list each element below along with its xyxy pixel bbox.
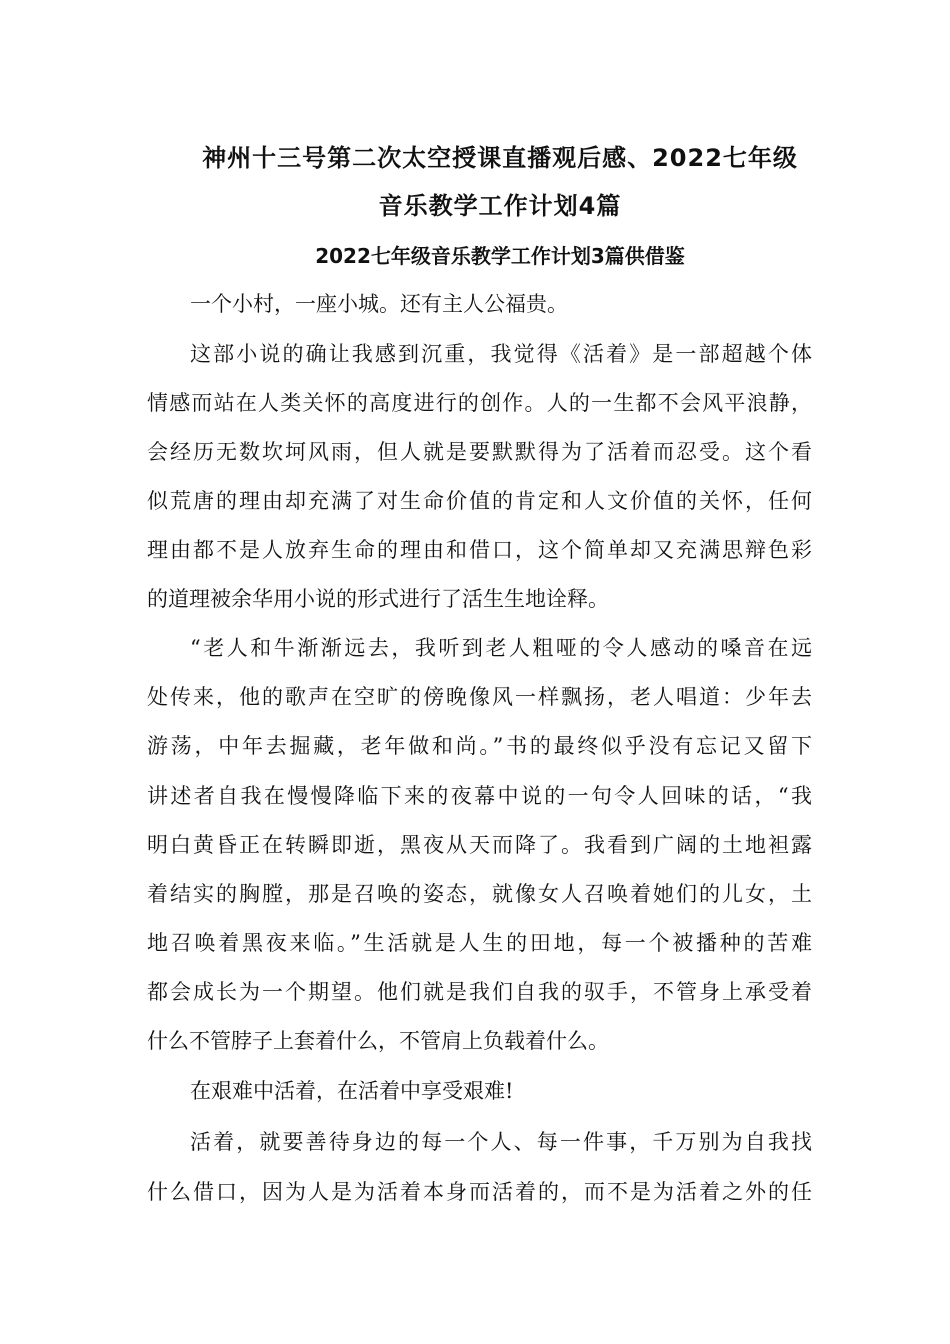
document-title-line-2: 音乐教学工作计划4篇 xyxy=(378,192,622,220)
paragraph-line: 什么借口，因为人是为活着本身而活着的，而不是为活着之外的任 xyxy=(147,1180,812,1204)
paragraph-line: 的道理被余华用小说的形式进行了活生生地诠释。 xyxy=(147,587,609,611)
paragraph-line: 都会成长为一个期望。他们就是我们自我的驭手，不管身上承受着 xyxy=(147,980,812,1004)
paragraph-line: 这部小说的确让我感到沉重，我觉得《活着》是一部超越个体 xyxy=(190,342,812,366)
paragraph-line: 似荒唐的理由却充满了对生命价值的肯定和人文价值的关怀，任何 xyxy=(147,489,812,513)
document-subtitle: 2022七年级音乐教学工作计划3篇供借鉴 xyxy=(315,244,685,268)
paragraph-line: 在艰难中活着，在活着中享受艰难! xyxy=(190,1079,514,1103)
paragraph-line: 地召唤着黑夜来临。”生活就是人生的田地，每一个被播种的苦难 xyxy=(147,931,812,955)
paragraph-line: 处传来，他的歌声在空旷的傍晚像风一样飘扬，老人唱道：少年去 xyxy=(147,685,812,709)
paragraph-line: 什么不管脖子上套着什么，不管肩上负载着什么。 xyxy=(147,1029,609,1053)
paragraph-line: 活着，就要善待身边的每一个人、每一件事，千万别为自我找 xyxy=(190,1130,812,1154)
paragraph-line: 情感而站在人类关怀的高度进行的创作。人的一生都不会风平浪静， xyxy=(147,391,812,415)
paragraph-line: 着结实的胸膛，那是召唤的姿态，就像女人召唤着她们的儿女，土 xyxy=(147,882,812,906)
paragraph-line: 会经历无数坎坷风雨，但人就是要默默得为了活着而忍受。这个看 xyxy=(147,440,812,464)
paragraph-line: “老人和牛渐渐远去，我听到老人粗哑的令人感动的嗓音在远 xyxy=(190,636,812,660)
paragraph-line: 理由都不是人放弃生命的理由和借口，这个简单却又充满思辩色彩 xyxy=(147,538,812,562)
paragraph-line: 讲述者自我在慢慢降临下来的夜幕中说的一句令人回味的话，“我 xyxy=(147,784,812,808)
paragraph-line: 明白黄昏正在转瞬即逝，黑夜从天而降了。我看到广阔的土地袒露 xyxy=(147,833,812,857)
document-title-line-1: 神州十三号第二次太空授课直播观后感、2022七年级 xyxy=(202,144,798,172)
paragraph-line: 游荡，中年去掘藏，老年做和尚。”书的最终似乎没有忘记又留下 xyxy=(147,734,812,758)
paragraph-line: 一个小村，一座小城。还有主人公福贵。 xyxy=(190,292,568,316)
